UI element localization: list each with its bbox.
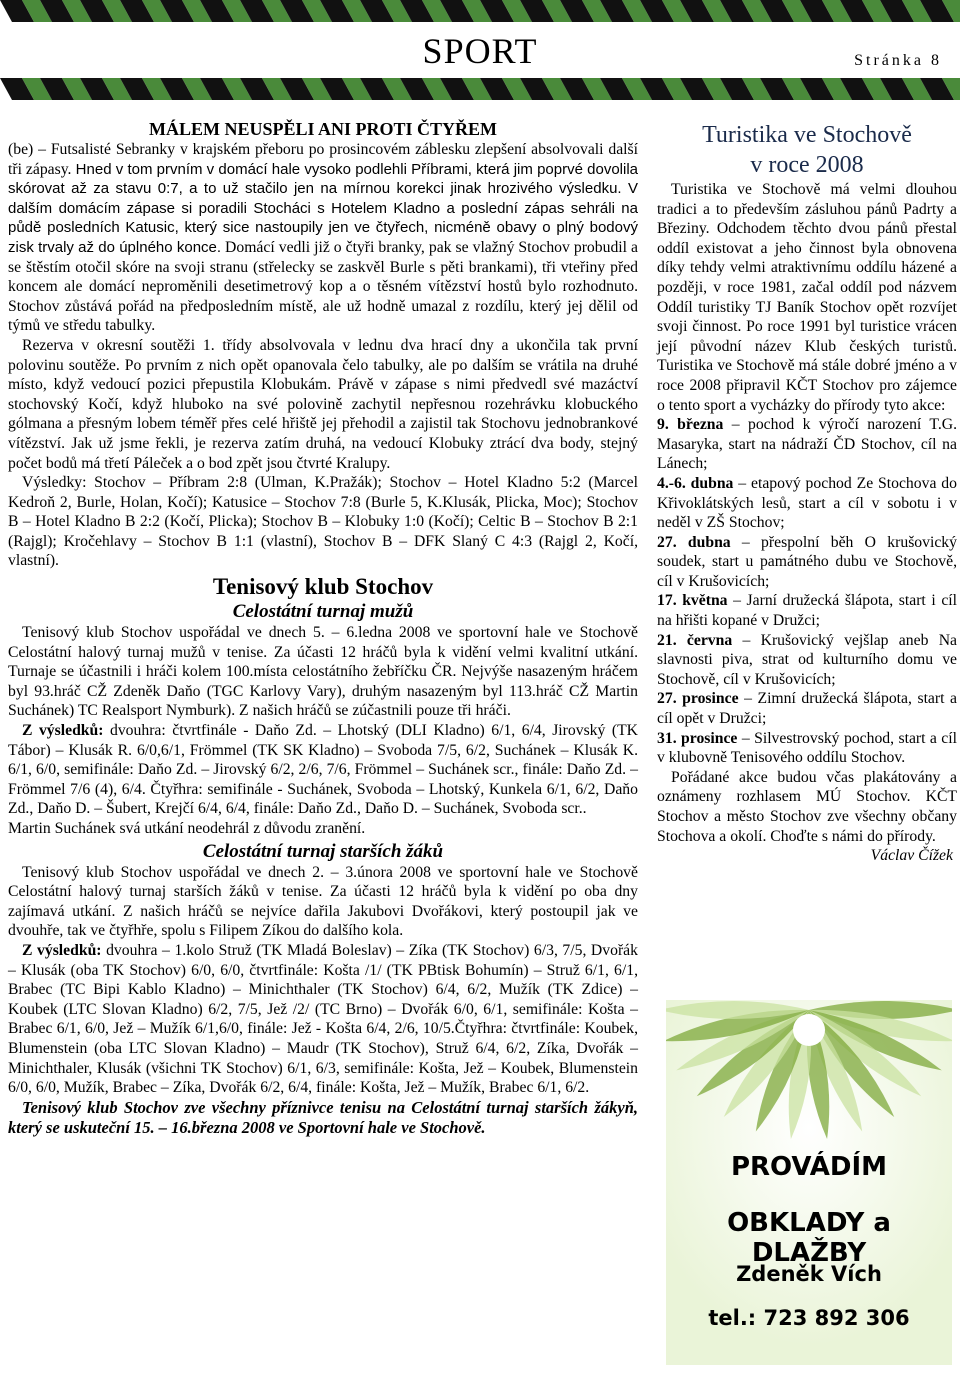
tennis-men-results-text: dvouhra: čtvrtfinále - Daňo Zd. – Lhotský (DLI Kladno) 6/1, 6/4, Jirovský (TK Tábor) – Klusák R. 6/0,6/1, Frömmel (TK SK Kladno) – Svoboda 7/5, 6/2, Suchánek – Klusák K. 6/1, 6/0, semifinále: Daňo Zd. – Jirovský 6/2, 2/6, 7/6, Frömmel – Suchánek scr., finále: Daňo Zd. – Frömmel 7/6 (4), 6/4. Čtyřhra: semifinále - Suchánek, Svoboda – Lhotský, Kunkela 6/1, 6/2, Daňo Zd., Daňo D. – Šubert, Krejčí 6/4, 6/4, finále: Daňo Zd., Daňo D. – Suchánek, Svoboda scr.. [8,722,638,818]
tourism-events-list [657,415,957,768]
page-number: Stránka 8 [854,52,942,69]
tourism-event [657,689,957,728]
tourism-event-date: 27. prosince [657,690,739,708]
results-label-1: Z výsledků: [22,722,104,740]
tourism-event-text: – přespolní běh O krušovický soudek, start u památného dubu ve Stochově, cíl v Krušovicích; [657,533,957,590]
left-column [8,118,638,1138]
tourism-title-line1: Turistika ve Stochově [702,122,912,148]
tennis-juniors-paragraph: Tenisový klub Stochov uspořádal ve dnech 2. – 3.února 2008 ve sportovní hale ve Stochově Celostátní halový turnaj starších žáků v tenise. Za účasti 12 hráčů byla k vidění po oba dny zajímavá utkání. Z našich hráčů se nejvíce dařila Jakubovi Dvořákovi, který postoupil jak ve dvouhře, tak ve čtyřhře, spolu s Filipem Zíkou do dalšího kola. [8,863,638,940]
tennis-men-note: Martin Suchánek svá utkání neodehrál z důvodu zranění. [8,820,366,837]
futsal-paragraph-2: Rezerva v okresní soutěži 1. třídy absolvovala v lednu dva hrací dny a ukončila tak první polovinu soutěže. Po prvním z nich opět opanovala čelo tabulky, ale po dalším se vrátila na druhé místo, když vedoucí pozici přepustila Klobukám. Právě v zápase s nimi předvedl své mazáctví stochovský Kočí, když hluboko na své polovině zachytil nepřesnou rozehrávku klobuckého gólmana a přesným lobem téměř přes celé hřiště jej přehodil a zajistil tak Stochovu jednobrankové vítězství. Jak už jsme řekli, je rezerva zatím druhá, na vedoucí Klobuky ztrácí dva body, stejný počet bodů má třetí Páleček a o bod zpět jsou čtvrté Kralupy. [8,336,638,472]
tennis-closing-invite: Tenisový klub Stochov zve všechny příznivce tenisu na Celostátní turnaj starších žákyň, který se uskuteční 15. – 16.března 2008 ve Sportovní hale ve Stochově. [8,1097,638,1137]
futsal-p1-b: Hned v tom prvním v domácí hale vysoko podlehli Příbrami, která jim poprvé dovolila skórovat až za stavu 0:7, a to už stačilo jen na mírnou korekci jinak hrozivého výsledku. [8,160,638,198]
tourism-event-date: 9. března [657,416,724,434]
tennis-men-results [8,721,638,819]
tourism-outro: Pořádané akce budou včas plakátovány a oznámeny rozhlasem MÚ Stochov. KČT Stochov a město Stochov zve všechny občany Stochova a okolí. Choďte s námi do přírody. [657,768,957,845]
tourism-event-date: 17. května [657,592,728,610]
author-signature: Václav Čížek [870,847,953,865]
tourism-event [657,474,957,533]
tourism-event [657,729,957,768]
futsal-p1-d: Domácí vedli již o čtyři branky, pak se vlažný Stochov probudil a se štěstím otočil skóre na svoji stranu (střelecky se zaskvěl Burle s pěti brankami), tři vteřiny před koncem ale domácí neproměnili desetimetrový kop a o těsném vítězství hostů bylo rozhodnuto. Stochov zůstává pořád na předposledním místě, ale už hodně umazal z rozdílu, který jej dělil od týmů ve středu tabulky. [8,238,638,335]
futsal-heading: MÁLEM NEUSPĚLI ANI PROTI ČTYŘEM [148,119,498,139]
ad-name: Zdeněk Vích [736,1262,882,1286]
advertisement [666,1000,952,1365]
tourism-event-date: 31. prosince [657,729,738,747]
tourism-event-date: 27. dubna [657,533,731,551]
right-column [657,120,957,866]
tourism-event-text: – Krušovický vejšlap aneb Na slavnosti piva, strat od kulturního domu ve Stochově, cíl v Krušovicích; [657,631,957,688]
header-stripe-bottom [0,78,960,100]
tennis-juniors-results [8,941,638,1098]
tourism-event [657,415,957,474]
tourism-event-text: – Jarní družecká šlápota, start i cíl na hřišti kopané v Družci; [657,592,957,630]
tourism-event [657,631,957,690]
futsal-p1-c: V dalším domácím zápase si poradili Stocháci s Hotelem Kladno a poslední zápas sehráli na půdě posledních Katusic, který sice nastoupily jen ve čtyřech, nicméně obavy o plný bodový zisk trvaly až do úplného konce. [8,180,638,256]
ad-phone: tel.: 723 892 306 [708,1306,910,1330]
tourism-title-line2: v roce 2008 [750,152,864,178]
tourism-event-text: – Silvestrovský pochod, start a cíl v klubovně Tenisového oddílu Stochov. [657,729,957,767]
tennis-men-subtitle: Celostátní turnaj mužů [232,601,414,623]
tourism-event-date: 21. června [657,631,733,649]
section-title: SPORT [422,31,538,71]
ad-headline: PROVÁDÍM [730,1152,888,1182]
tourism-event [657,533,957,592]
tennis-men-paragraph: Tenisový klub Stochov uspořádal ve dnech 5. – 6.ledna 2008 ve sportovní hale ve Stochově Celostátní halový turnaj mužů v tenise. Za účasti 12 hráčů byla k vidění velmi kvalitní utkání. Turnaje se účastnili i hráči kolem 100.místa celostátního žebříčku ČR. Nejvýše nasazeným hráčem byl 93.hráč CŽ Zdeněk Daňo (TGC Karlovy Vary), druhým nasazeným byl 113.hráč CŽ Martin Suchánek) TC Realsport Nymburk). Z našich hráčů se zúčastnili pouze tři hráči. [8,624,638,720]
futsal-p1-a: (be) – Futsalisté Sebranky v krajském přeboru po prosincovém záblesku zlepšení absolvovali další tři zápasy. [8,141,638,178]
ad-service: OBKLADY a DLAŽBY [727,1208,891,1268]
tennis-juniors-results-text: dvouhra – 1.kolo Struž (TK Mladá Boleslav) – Zíka (TK Stochov) 6/3, 7/5, Dvořák – Klusák (oba TK Stochov) 6/0, 6/0, čtvrtfinále: Košta /1/ (TK PBtisk Bohumín) – Struž 6/1, 6/1, Brabec (TC Bipi Kablo Kladno) – Minichthaler (TK Stochov) 6/4, 6/2, Mužík (TK Zdice) – Koubek (LTC Slovan Kladno) 6/2, 7/5, Jež /2/ (TC Brno) – Dvořák 6/0, 6/1, semifinále: Košta – Brabec 6/1, 6/0, Jež – Mužík 6/1,6/0, finále: Jež - Košta 6/4, 2/6, 10/5.Čtyřhra: čtvrtfinále: Koubek, Blumenstein (oba LTC Slovan Kladno) – Maudr (TK Stochov), Struž 6/4, 6/2, Zíka, Dvořák – Minichthaler, Klusák (všichni TK Stochov) 6/1, 6/3, semifinále: Košta, Jež – Koubek, Blumenstein 6/0, 6/0, Mužík, Brabec – Zíka, Dvořák 6/2, 6/4, finále: Košta, Jež – Mužík, Brabec 6/1, 6/2. [8,941,638,1097]
results-label-2: Z výsledků: [22,941,102,959]
tennis-title: Tenisový klub Stochov [212,574,434,600]
ad-flower-center [793,1014,825,1046]
header-stripe-top [0,0,960,22]
tourism-event-text: – Zimní družecká šlápota, start a cíl opět v Družci; [657,690,957,728]
tourism-event [657,591,957,630]
futsal-results: Výsledky: Stochov – Příbram 2:8 (Ulman, K.Pražák); Stochov – Hotel Kladno 5:2 (Marcel Kedroň 2, Burle, Holan, Kočí); Katusice – Stochov 7:8 (Burle 5, K.Klusák, Plicka, Moc); Stochov B – Hotel Kladno B 2:2 (Kočí, Plicka); Stochov B – Klobuky 1:0 (Kočí); Celtic B – Stochov B 2:1 (Rajgl); Kročehlavy – Stochov B 1:1 (vlastní), Stochov B – DFK Slaný C 4:3 (Rajgl 2, Kočí, vlastní). [8,474,638,570]
tourism-intro: Turistika ve Stochově má velmi dlouhou tradici a to především zásluhou pánů Padrty a Březiny. Odchodem těchto dvou pánů přestal oddíl existovat a jeho činnost byla obnovena díky tehdy velmi atraktivnímu oddílu házené a později, v roce 1981, začal oddíl pod názvem Oddíl turistiky TJ Baník Stochov opět rozvíjet svoji činnost. Po roce 1991 byl turistice vrácen její původní název Klub českých turistů. Turistika ve Stochově má stále dobré jméno a v roce 2008 připravil KČT Stochov pro zájemce o tento sport a vycházky do přírody tyto akce: [657,181,957,414]
tourism-event-date: 4.-6. dubna [657,474,734,492]
tourism-event-text: – etapový pochod Ze Stochova do Křivoklátských lesů, start a cíl v sobotu i v neděl v ZŠ Stochov; [657,474,957,532]
tennis-juniors-subtitle: Celostátní turnaj starších žáků [202,840,444,862]
futsal-paragraph-1 [8,140,638,336]
tourism-event-text: – pochod k výročí narození T.G. Masaryka, start na nádraží ČD Stochov, cíl na Lánech; [657,416,957,473]
